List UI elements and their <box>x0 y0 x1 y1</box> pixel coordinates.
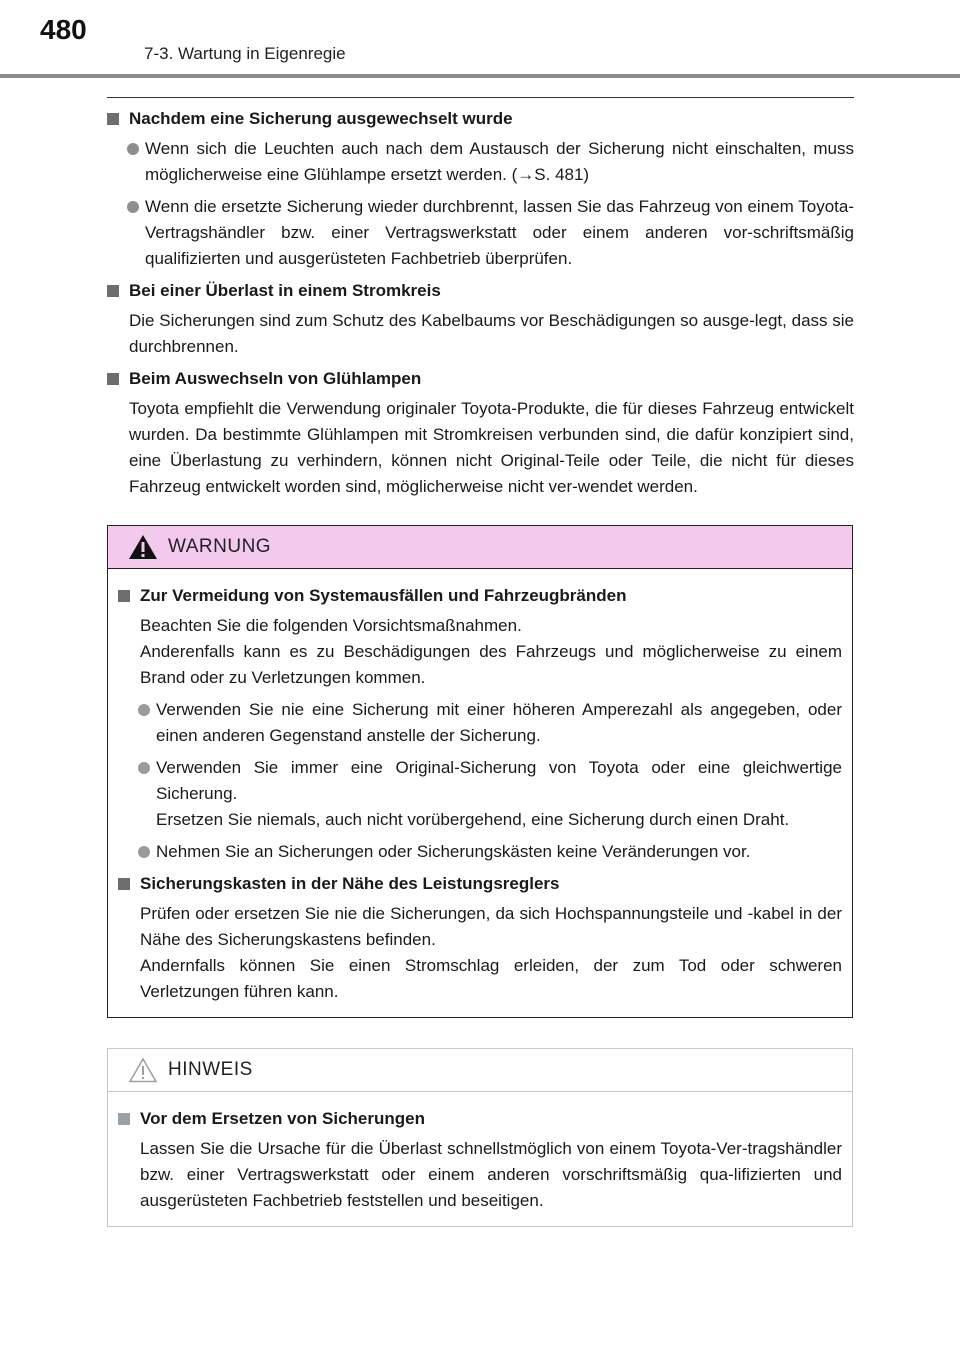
circle-bullet-icon <box>138 846 150 858</box>
warning-outline-icon <box>128 1057 158 1083</box>
notice-title: HINWEIS <box>168 1059 253 1080</box>
paragraph: Toyota empfiehlt die Verwendung originaler Toyota-Produkte, die für dieses Fahrzeug entwickelt wurden. Da bestimmte Glühlampen mit Stromkreisen verbunden sind, die dafür konzipiert sind, eine Überlastung zu verhindern, können nicht Original-Teile oder Teile, die nicht für dieses Fahrzeug entwickelt worden sind, möglicherweise nicht ver-wendet werden. <box>129 399 854 496</box>
paragraph: Die Sicherungen sind zum Schutz des Kabelbaums vor Beschädigungen so ausge-legt, dass sie durchbrennen. <box>129 311 854 356</box>
section-heading: Vor dem Ersetzen von Sicherungen <box>118 1106 842 1132</box>
page-header <box>0 0 960 80</box>
notice-box <box>107 1048 853 1227</box>
paragraph: Prüfen oder ersetzen Sie nie die Sicherungen, da sich Hochspannungsteile und -kabel in der Nähe des Sicherungskastens befinden. <box>140 904 842 949</box>
square-bullet-icon <box>118 878 130 890</box>
paragraph: Beachten Sie die folgenden Vorsichtsmaßnahmen. <box>140 616 522 635</box>
page-number: 480 <box>40 14 87 45</box>
section-title: 7-3. Wartung in Eigenregie <box>144 44 346 63</box>
circle-bullet-icon <box>127 143 139 155</box>
section-heading: Beim Auswechseln von Glühlampen <box>107 366 854 392</box>
list-item: Verwenden Sie immer eine Original-Sicherung von Toyota oder eine gleichwertige Sicherung. Ersetzen Sie niemals, auch nicht vorübergehend, eine Sicherung durch einen Draht. <box>118 755 842 833</box>
section-heading: Zur Vermeidung von Systemausfällen und Fahrzeugbränden <box>118 583 842 609</box>
circle-bullet-icon <box>127 201 139 213</box>
square-bullet-icon <box>118 1113 130 1125</box>
warning-box <box>107 525 853 1018</box>
notice-header <box>108 1049 852 1092</box>
circle-bullet-icon <box>138 762 150 774</box>
paragraph: Lassen Sie die Ursache für die Überlast schnellstmöglich von einem Toyota-Ver-tragshändler bzw. einer Vertragswerkstatt oder einem anderen vorschriftsmäßig qua-lifizierten und ausgerüsteten Fachbetrieb feststellen und beseitigen. <box>140 1139 842 1210</box>
main-content <box>107 106 854 500</box>
square-bullet-icon <box>107 373 119 385</box>
list-item: Wenn die ersetzte Sicherung wieder durchbrennt, lassen Sie das Fahrzeug von einem Toyota-Vertragshändler bzw. einer Vertragswerkstatt oder einem anderen vor-schriftsmäßig qualifizierten und ausgerüsteten Fachbetrieb überprüfen. <box>107 194 854 272</box>
content-divider <box>107 97 854 98</box>
square-bullet-icon <box>107 285 119 297</box>
header-divider <box>0 74 960 78</box>
list-item: Wenn sich die Leuchten auch nach dem Austausch der Sicherung nicht einschalten, muss möglicherweise eine Glühlampe ersetzt werden. (→S. 481) <box>107 136 854 188</box>
paragraph: Andernfalls können Sie einen Stromschlag erleiden, der zum Tod oder schweren Verletzungen führen kann. <box>140 956 842 1001</box>
square-bullet-icon <box>107 113 119 125</box>
notice-body <box>108 1092 852 1226</box>
circle-bullet-icon <box>138 704 150 716</box>
warning-icon <box>128 534 158 560</box>
paragraph: Anderenfalls kann es zu Beschädigungen des Fahrzeugs und möglicherweise zu einem Brand oder zu Verletzungen kommen. <box>140 642 842 687</box>
section-heading: Nachdem eine Sicherung ausgewechselt wurde <box>107 106 854 132</box>
warning-header <box>108 526 852 569</box>
warning-body <box>108 569 852 1017</box>
warning-title: WARNUNG <box>168 536 272 557</box>
section-heading: Bei einer Überlast in einem Stromkreis <box>107 278 854 304</box>
square-bullet-icon <box>118 590 130 602</box>
section-heading: Sicherungskasten in der Nähe des Leistungsreglers <box>118 871 842 897</box>
list-item: Verwenden Sie nie eine Sicherung mit einer höheren Amperezahl als angegeben, oder einen anderen Gegenstand anstelle der Sicherung. <box>118 697 842 749</box>
list-item: Nehmen Sie an Sicherungen oder Sicherungskästen keine Veränderungen vor. <box>118 839 842 865</box>
